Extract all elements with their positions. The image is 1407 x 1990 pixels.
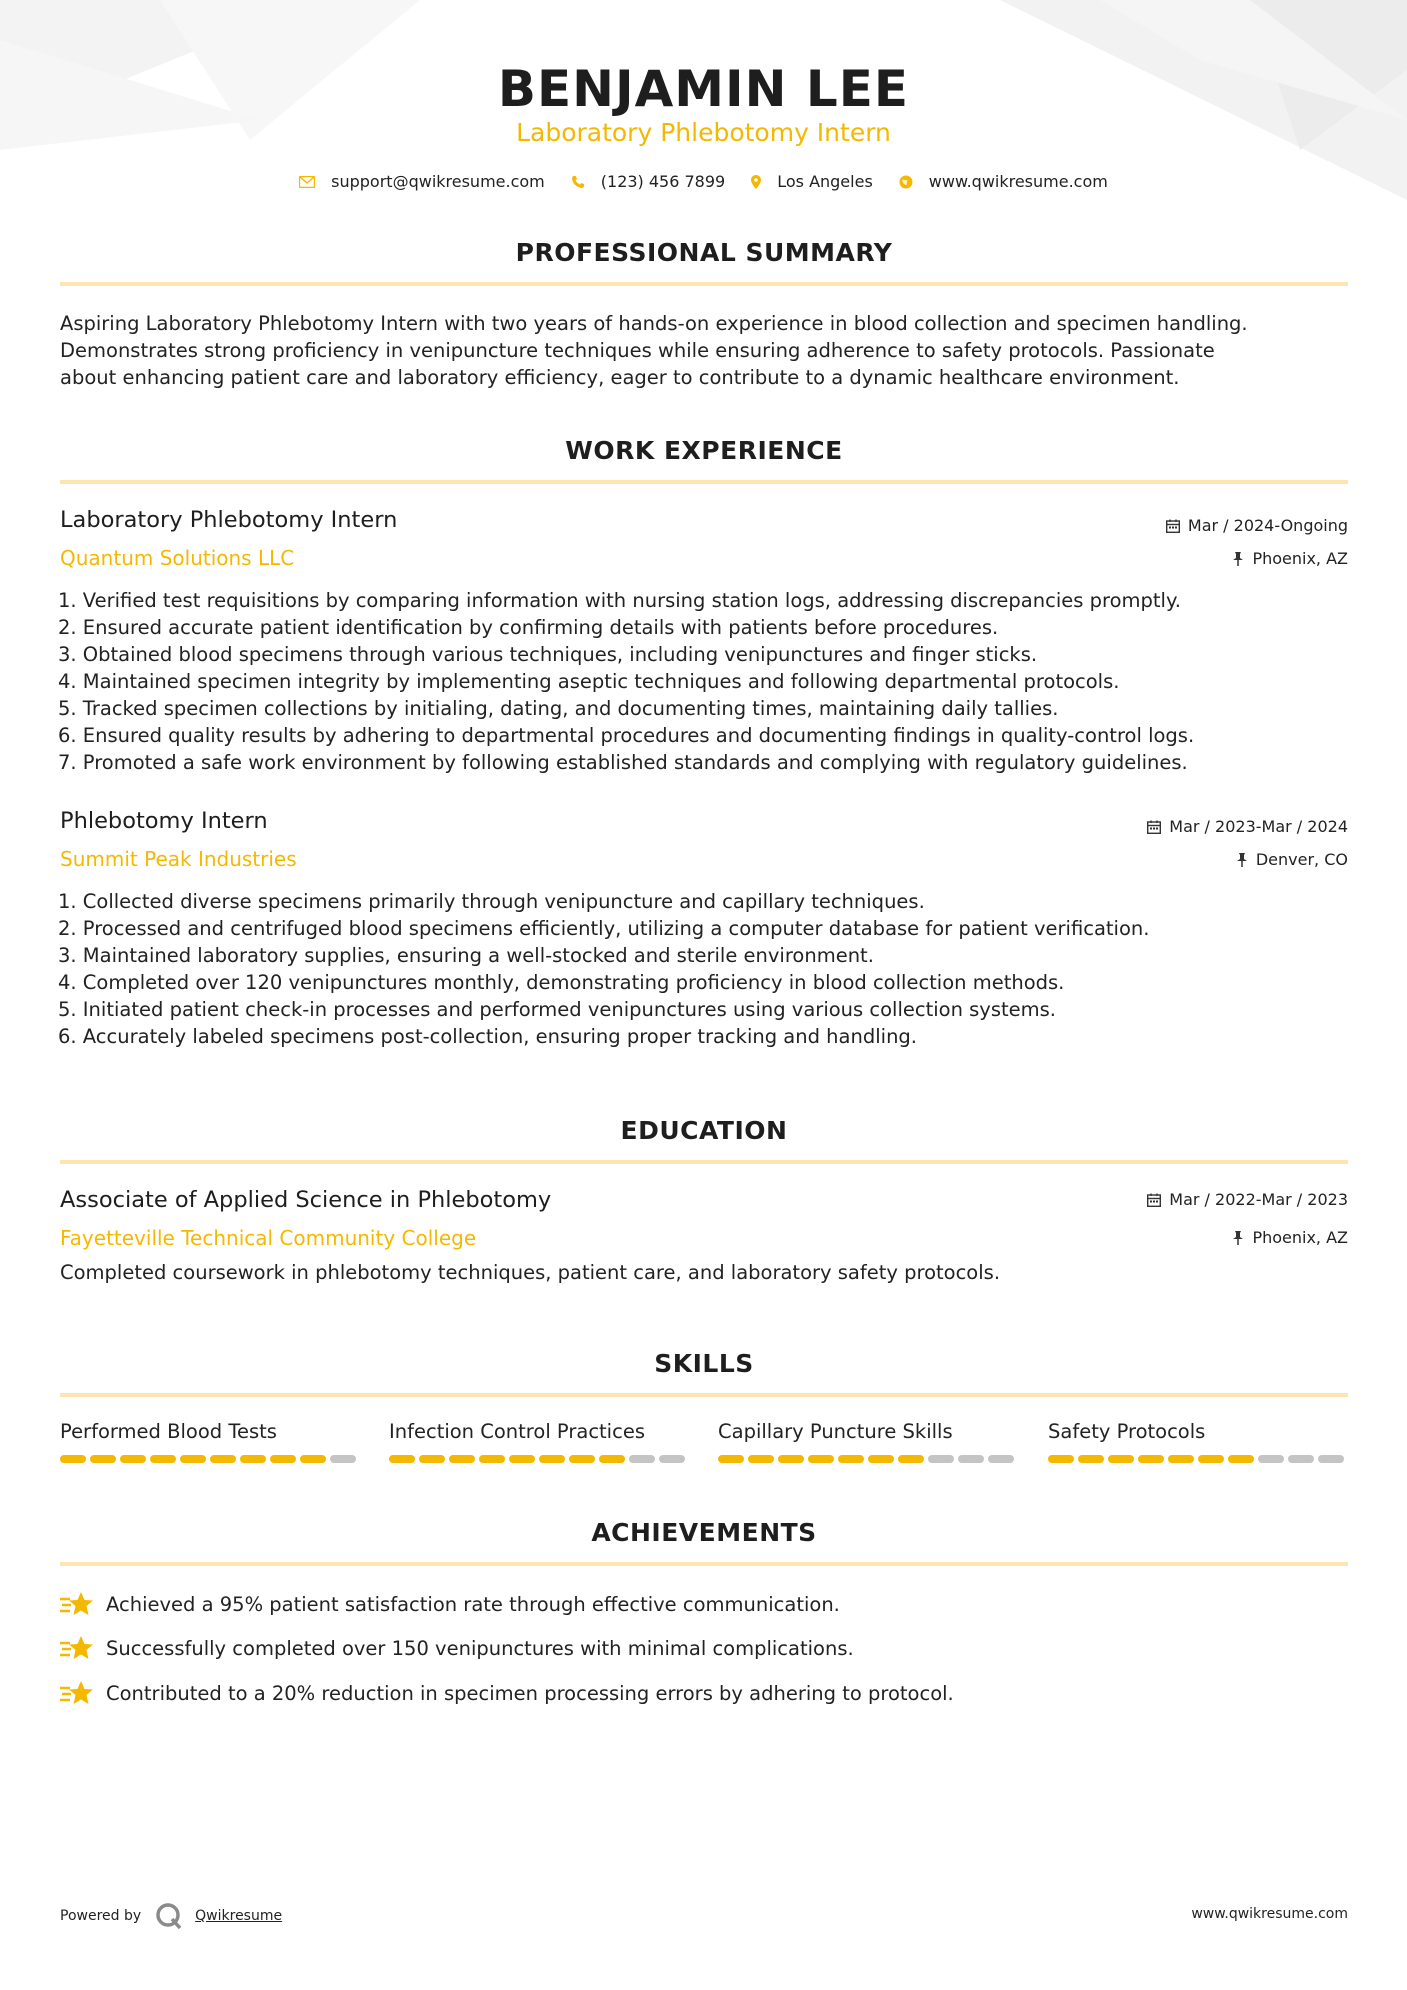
achievement-item: [60, 1679, 954, 1707]
location-text: Los Angeles: [777, 172, 873, 191]
list-item: 5. Tracked specimen collections by initialing, dating, and documenting times, maintaining daily tallies.: [58, 697, 1059, 720]
calendar-icon: [1166, 519, 1180, 533]
job-location-text: Denver, CO: [1255, 850, 1348, 869]
contact-website[interactable]: [899, 172, 1108, 191]
skill-segment-filled: [599, 1455, 625, 1463]
skills-divider: [60, 1393, 1348, 1397]
job-location-text: Phoenix, AZ: [1252, 549, 1348, 568]
achievement-text: Successfully completed over 150 venipunctures with minimal complications.: [106, 1636, 854, 1660]
achievement-item: [60, 1634, 854, 1662]
skill-segment-filled: [1228, 1455, 1254, 1463]
pushpin-icon: [1232, 1231, 1244, 1245]
skill-segment-filled: [898, 1455, 924, 1463]
star-icon: [60, 1634, 94, 1662]
skill-segment-filled: [838, 1455, 864, 1463]
globe-icon: [899, 175, 913, 189]
job-dates-text: Mar / 2023-Mar / 2024: [1169, 817, 1348, 836]
list-item: 6. Ensured quality results by adhering to departmental procedures and documenting findings in quality-control logs.: [58, 724, 1195, 747]
skill-name: Performed Blood Tests: [60, 1420, 277, 1443]
skill-segment-filled: [389, 1455, 415, 1463]
skill-segment-filled: [90, 1455, 116, 1463]
job-location: [1232, 549, 1348, 568]
skill-name: Safety Protocols: [1048, 1420, 1206, 1443]
pushpin-icon: [1232, 552, 1244, 566]
star-icon: [60, 1590, 94, 1618]
job-bullets: [58, 888, 1348, 1050]
education-dates-text: Mar / 2022-Mar / 2023: [1169, 1190, 1348, 1209]
skill-item: [718, 1420, 1018, 1463]
skill-segment-filled: [300, 1455, 326, 1463]
contact-email[interactable]: [299, 172, 545, 191]
skill-segment-filled: [748, 1455, 774, 1463]
skill-segment-empty: [928, 1455, 954, 1463]
job-dates: [1166, 516, 1348, 535]
candidate-title: Laboratory Phlebotomy Intern: [516, 118, 891, 147]
list-item: 1. Verified test requisitions by comparing information with nursing station logs, addressing discrepancies promptly.: [58, 589, 1181, 612]
footer-powered-by: [60, 1902, 282, 1930]
skill-segment-filled: [539, 1455, 565, 1463]
skill-segment-filled: [479, 1455, 505, 1463]
skill-segment-filled: [1198, 1455, 1224, 1463]
summary-heading: PROFESSIONAL SUMMARY: [515, 238, 893, 267]
skill-name: Infection Control Practices: [389, 1420, 645, 1443]
skill-level-bar: [389, 1455, 689, 1463]
degree-title: Associate of Applied Science in Phlebotomy: [60, 1187, 552, 1213]
brand-link[interactable]: Qwikresume: [195, 1908, 283, 1924]
skill-level-bar: [60, 1455, 360, 1463]
skill-item: [60, 1420, 360, 1463]
phone-icon: [571, 175, 585, 189]
summary-line: Aspiring Laboratory Phlebotomy Intern with two years of hands-on experience in blood collection and specimen handling.: [60, 312, 1248, 335]
education-location: [1232, 1228, 1348, 1247]
summary-line: about enhancing patient care and laboratory efficiency, eager to contribute to a dynamic healthcare environment.: [60, 366, 1180, 389]
skills-heading: SKILLS: [654, 1349, 754, 1378]
skill-segment-empty: [958, 1455, 984, 1463]
summary-text: [60, 310, 1350, 391]
email-text: support@qwikresume.com: [331, 172, 545, 191]
school-name: Fayetteville Technical Community College: [60, 1226, 477, 1250]
job-bullets: [58, 587, 1348, 776]
skill-segment-filled: [569, 1455, 595, 1463]
skill-segment-filled: [509, 1455, 535, 1463]
list-item: 4. Completed over 120 venipunctures monthly, demonstrating proficiency in blood collection methods.: [58, 971, 1065, 994]
job-company: Summit Peak Industries: [60, 847, 297, 871]
achievement-text: Achieved a 95% patient satisfaction rate through effective communication.: [106, 1592, 840, 1616]
skill-level-bar: [1048, 1455, 1348, 1463]
list-item: 5. Initiated patient check-in processes and performed venipunctures using various collection systems.: [58, 998, 1056, 1021]
calendar-icon: [1147, 1193, 1161, 1207]
education-dates: [1147, 1190, 1348, 1209]
skill-segment-empty: [1258, 1455, 1284, 1463]
job-company: Quantum Solutions LLC: [60, 546, 295, 570]
phone-text: (123) 456 7899: [600, 172, 726, 191]
education-description: Completed coursework in phlebotomy techniques, patient care, and laboratory safety protocols.: [60, 1261, 1001, 1284]
skill-segment-filled: [1168, 1455, 1194, 1463]
candidate-name: BENJAMIN LEE: [497, 60, 910, 118]
skill-segment-filled: [718, 1455, 744, 1463]
skill-level-bar: [718, 1455, 1018, 1463]
achievement-item: [60, 1590, 840, 1618]
achievements-heading: ACHIEVEMENTS: [591, 1518, 817, 1547]
contact-phone[interactable]: [571, 172, 725, 191]
skill-item: [1048, 1420, 1348, 1463]
pushpin-icon: [1236, 853, 1248, 867]
skill-segment-filled: [419, 1455, 445, 1463]
list-item: 4. Maintained specimen integrity by implementing aseptic techniques and following departmental protocols.: [58, 670, 1120, 693]
skill-segment-empty: [330, 1455, 356, 1463]
contact-bar: [0, 172, 1407, 191]
experience-divider: [60, 480, 1348, 484]
map-pin-icon: [751, 175, 761, 189]
powered-by-label: Powered by: [60, 1908, 142, 1924]
skill-segment-filled: [240, 1455, 266, 1463]
skill-segment-filled: [449, 1455, 475, 1463]
list-item: 3. Obtained blood specimens through various techniques, including venipunctures and finger sticks.: [58, 643, 1038, 666]
job-dates: [1147, 817, 1348, 836]
achievement-text: Contributed to a 20% reduction in specimen processing errors by adhering to protocol.: [106, 1681, 954, 1705]
skill-segment-empty: [1288, 1455, 1314, 1463]
skill-segment-filled: [210, 1455, 236, 1463]
skill-segment-empty: [629, 1455, 655, 1463]
skill-segment-filled: [150, 1455, 176, 1463]
list-item: 2. Processed and centrifuged blood specimens efficiently, utilizing a computer database for patient verification.: [58, 917, 1150, 940]
skill-segment-filled: [868, 1455, 894, 1463]
achievements-divider: [60, 1562, 1348, 1566]
skill-segment-filled: [270, 1455, 296, 1463]
education-location-text: Phoenix, AZ: [1252, 1228, 1348, 1247]
qwikresume-logo-icon: [155, 1902, 183, 1930]
skill-segment-filled: [778, 1455, 804, 1463]
education-heading: EDUCATION: [620, 1116, 788, 1145]
website-text: www.qwikresume.com: [928, 172, 1108, 191]
skill-segment-filled: [1048, 1455, 1074, 1463]
summary-line: Demonstrates strong proficiency in venipuncture techniques while ensuring adherence to safety protocols. Passionate: [60, 339, 1215, 362]
calendar-icon: [1147, 820, 1161, 834]
list-item: 2. Ensured accurate patient identification by confirming details with patients before procedures.: [58, 616, 999, 639]
skill-segment-filled: [808, 1455, 834, 1463]
footer-website[interactable]: www.qwikresume.com: [1191, 1906, 1348, 1922]
summary-divider: [60, 282, 1348, 286]
skill-item: [389, 1420, 689, 1463]
envelope-icon: [299, 176, 315, 188]
skill-segment-filled: [1138, 1455, 1164, 1463]
skill-segment-empty: [988, 1455, 1014, 1463]
job-location: [1236, 850, 1348, 869]
job-title: Laboratory Phlebotomy Intern: [60, 507, 398, 533]
job-dates-text: Mar / 2024-Ongoing: [1187, 516, 1348, 535]
skill-segment-empty: [1318, 1455, 1344, 1463]
experience-heading: WORK EXPERIENCE: [565, 436, 843, 465]
list-item: 1. Collected diverse specimens primarily through venipuncture and capillary techniques.: [58, 890, 925, 913]
skill-segment-filled: [1108, 1455, 1134, 1463]
list-item: 6. Accurately labeled specimens post-collection, ensuring proper tracking and handling.: [58, 1025, 917, 1048]
skill-segment-filled: [60, 1455, 86, 1463]
skill-segment-empty: [659, 1455, 685, 1463]
skill-segment-filled: [1078, 1455, 1104, 1463]
education-divider: [60, 1160, 1348, 1164]
list-item: 7. Promoted a safe work environment by following established standards and complying with regulatory guidelines.: [58, 751, 1188, 774]
contact-location: [751, 172, 873, 191]
skill-segment-filled: [180, 1455, 206, 1463]
list-item: 3. Maintained laboratory supplies, ensuring a well-stocked and sterile environment.: [58, 944, 874, 967]
job-title: Phlebotomy Intern: [60, 808, 268, 834]
skill-segment-filled: [120, 1455, 146, 1463]
skill-name: Capillary Puncture Skills: [718, 1420, 953, 1443]
star-icon: [60, 1679, 94, 1707]
